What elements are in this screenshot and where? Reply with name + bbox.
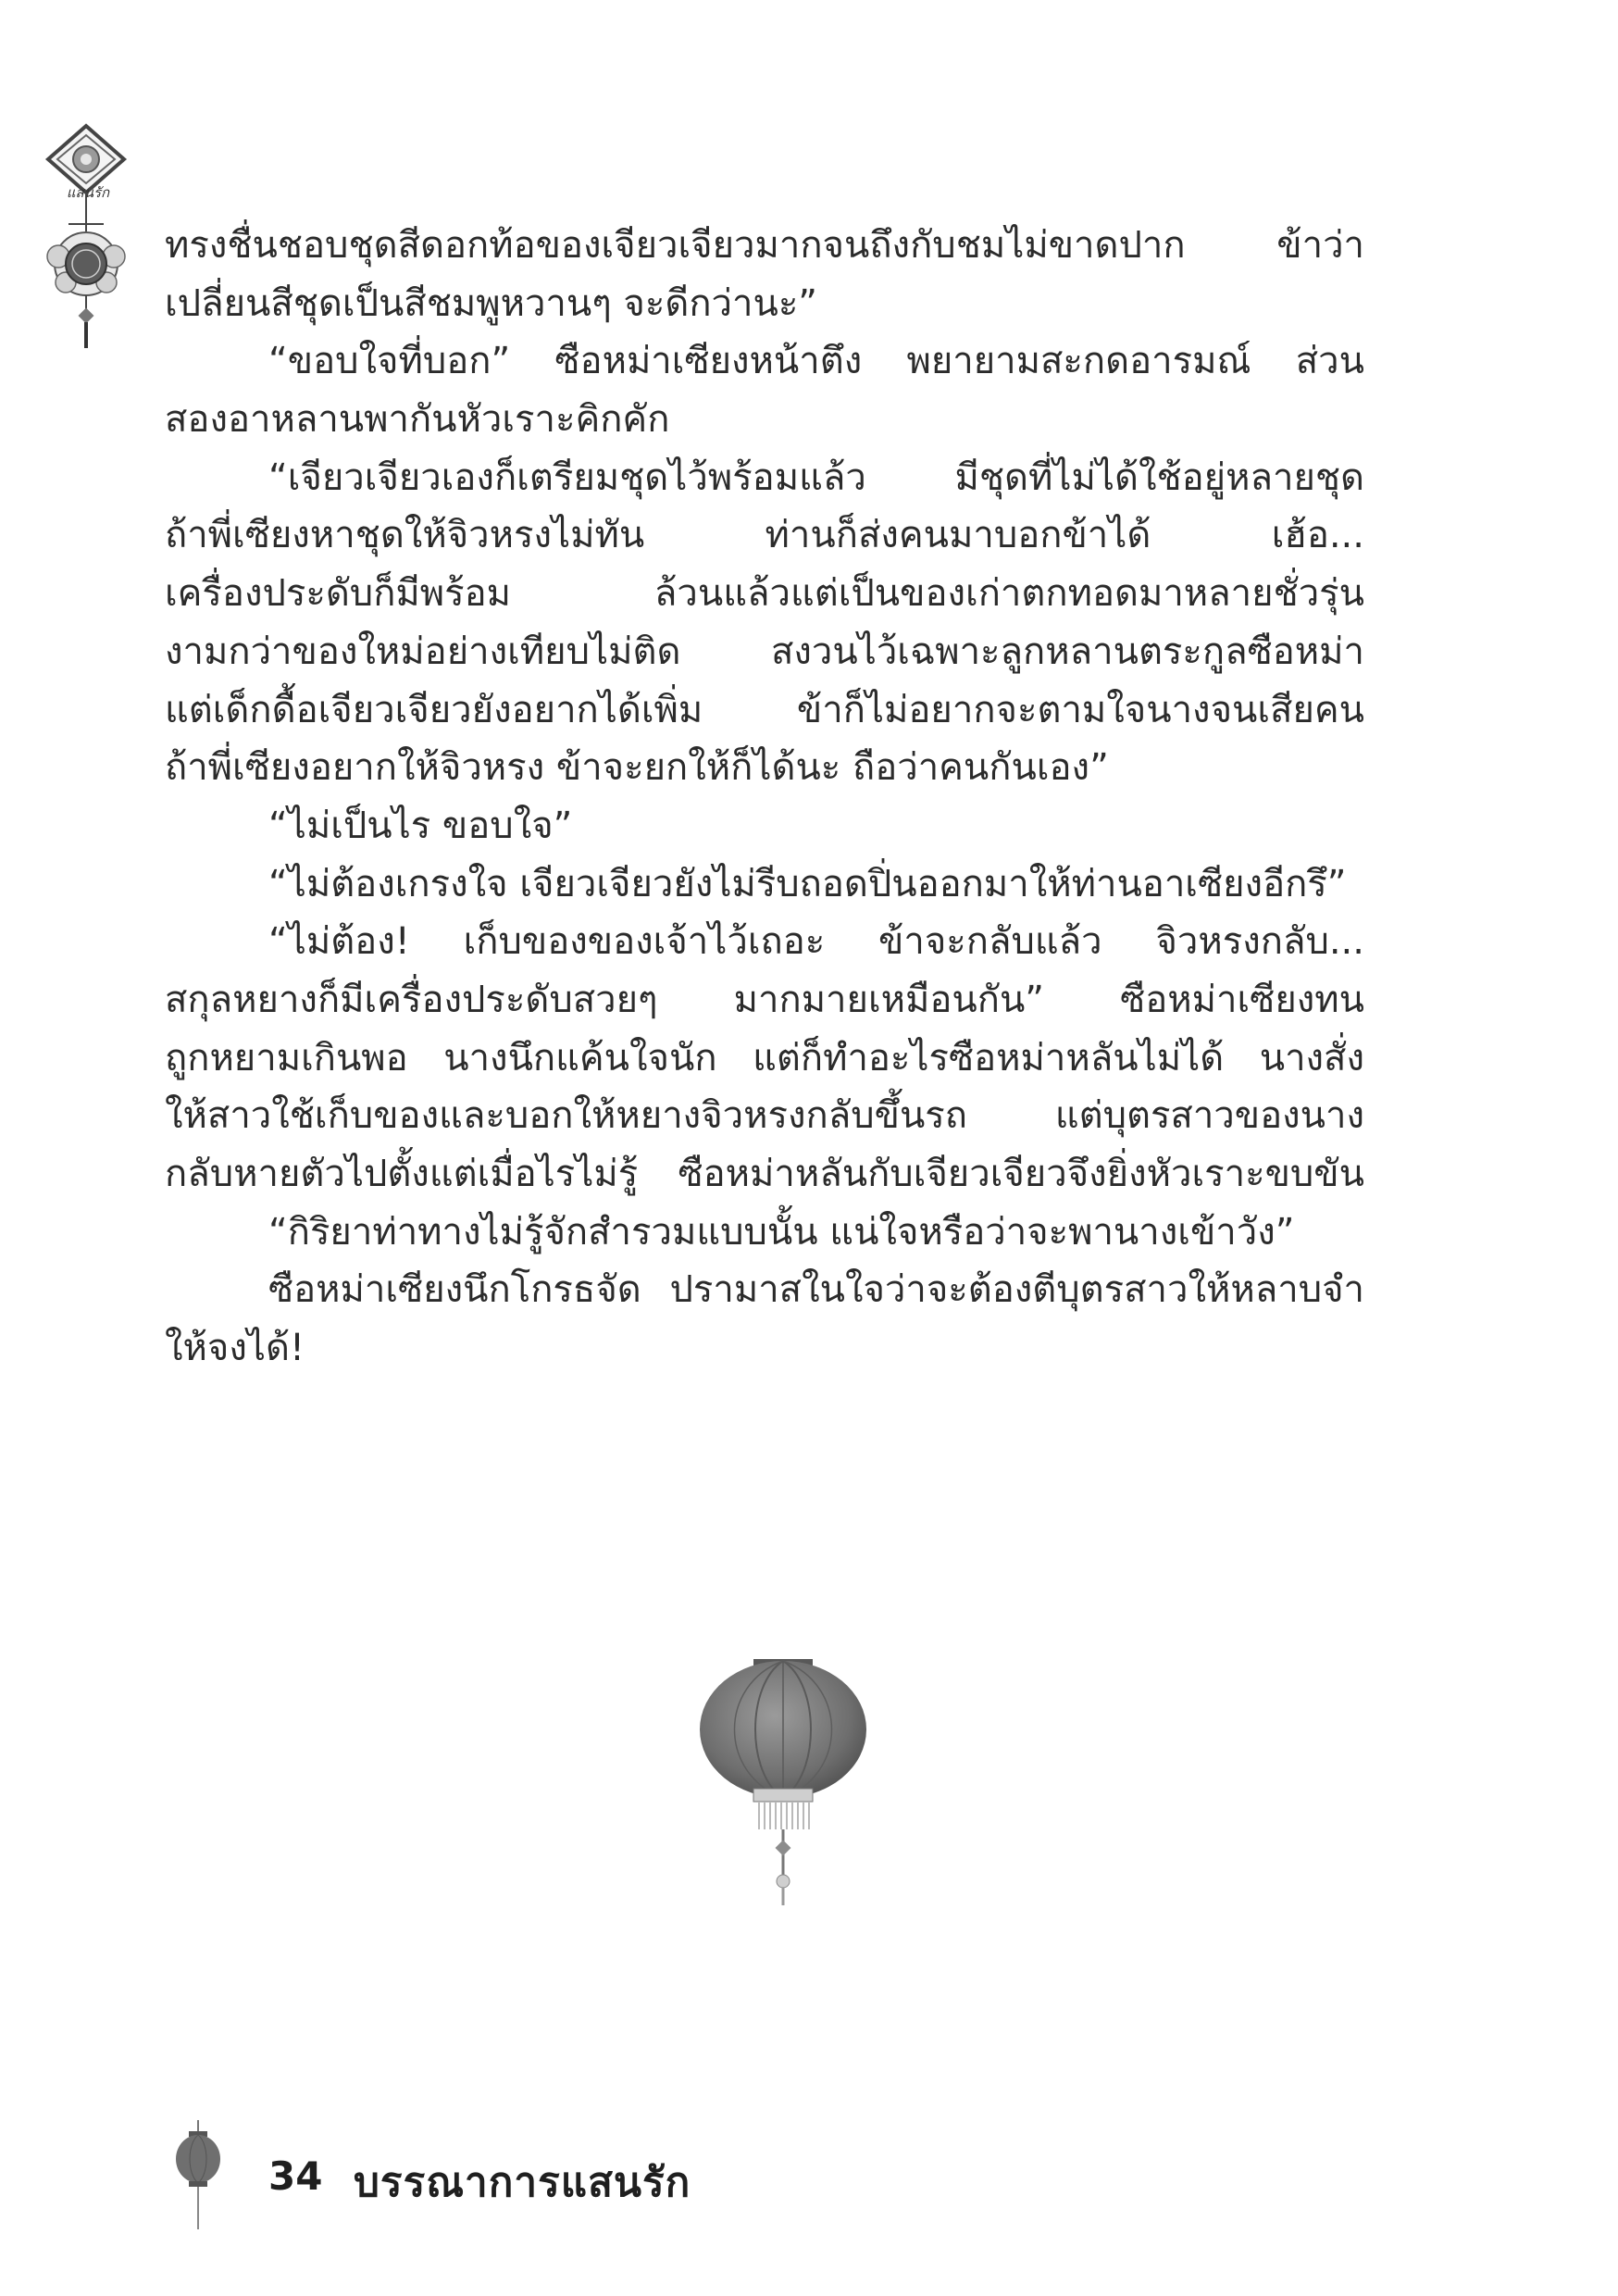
text-line: ให้สาวใช้เก็บของและบอกให้หยางจิวหรงกลับขึ้นรถ แต่บุตรสาวของนาง — [165, 1094, 1364, 1138]
chinese-ornament-icon — [35, 120, 137, 352]
text-line: “เจียวเจียวเองก็เตรียมชุดไว้พร้อมแล้ว มีชุดที่ไม่ได้ใช้อยู่หลายชุด — [268, 455, 1364, 499]
ornament-caption: แสนรัก — [66, 184, 110, 201]
text-line: เครื่องประดับก็มีพร้อม ล้วนแล้วแต่เป็นของเก่าตกทอดมาหลายชั่วรุ่น — [165, 572, 1364, 616]
text-line: สองอาหลานพากันหัวเราะคิกคัก — [165, 398, 670, 442]
book-title: บรรณาการแสนรัก — [354, 2159, 691, 2206]
text-line: “ไม่ต้องเกรงใจ เจียวเจียวยังไม่รีบถอดปิ่นออกมาให้ท่านอาเซียงอีกรึ” — [268, 862, 1347, 905]
text-line: ซือหม่าเซียงนึกโกรธจัด ปรามาสในใจว่าจะต้องตีบุตรสาวให้หลาบจำ — [268, 1268, 1364, 1312]
text-line: ให้จงได้! — [165, 1327, 305, 1370]
text-line: กลับหายตัวไปตั้งแต่เมื่อไรไม่รู้ ซือหม่าหลันกับเจียวเจียวจึงยิ่งหัวเราะขบขัน — [165, 1153, 1364, 1195]
lantern-icon — [681, 1657, 885, 1907]
text-line: ถ้าพี่เซียงหาชุดให้จิวหรงไม่ทัน ท่านก็ส่งคนมาบอกข้าได้ เฮ้อ... — [165, 514, 1364, 557]
text-line: “ขอบใจที่บอก” ซือหม่าเซียงหน้าตึง พยายามสะกดอารมณ์ ส่วน — [268, 340, 1364, 383]
text-line: เปลี่ยนสีชุดเป็นสีชมพูหวานๆ จะดีกว่านะ” — [165, 281, 818, 325]
text-line: สกุลหยางก็มีเครื่องประดับสวยๆ มากมายเหมือนกัน” ซือหม่าเซียงทน — [165, 978, 1364, 1021]
text-line: ถูกหยามเกินพอ นางนึกแค้นใจนัก แต่ก็ทำอะไรซือหม่าหลันไม่ได้ นางสั่ง — [165, 1036, 1364, 1079]
body-text — [165, 217, 1364, 1378]
footer-lantern-icon — [172, 2120, 224, 2231]
text-line: “ไม่ต้อง! เก็บของของเจ้าไว้เถอะ ข้าจะกลับแล้ว จิวหรงกลับ... — [268, 920, 1364, 964]
text-line: “ไม่เป็นไร ขอบใจ” — [268, 804, 573, 847]
page-number: 34 — [268, 2153, 323, 2199]
text-line: “กิริยาท่าทางไม่รู้จักสำรวมแบบนั้น แน่ใจหรือว่าจะพานางเข้าวัง” — [268, 1210, 1295, 1254]
text-line: ถ้าพี่เซียงอยากให้จิวหรง ข้าจะยกให้ก็ได้นะ ถือว่าคนกันเอง” — [165, 746, 1109, 790]
text-line: ทรงชื่นชอบชุดสีดอกท้อของเจียวเจียวมากจนถึงกับชมไม่ขาดปาก ข้าว่า — [165, 224, 1364, 267]
text-line: แต่เด็กดื้อเจียวเจียวยังอยากได้เพิ่ม ข้าก็ไม่อยากจะตามใจนางจนเสียคน — [165, 688, 1364, 731]
text-line: งามกว่าของใหม่อย่างเทียบไม่ติด สงวนไว้เฉพาะลูกหลานตระกูลซือหม่า — [165, 630, 1364, 673]
